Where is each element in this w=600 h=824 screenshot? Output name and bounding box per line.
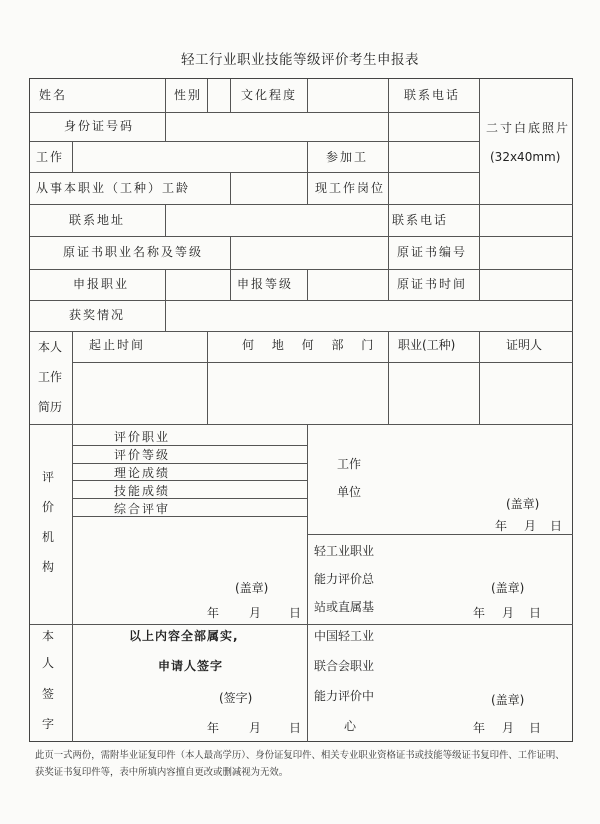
col-line xyxy=(479,269,480,300)
col-line xyxy=(230,172,231,204)
comprehensive-review-label: 综合评审 xyxy=(114,502,171,516)
truthfulness-statement: 以上内容全部属实, xyxy=(129,629,239,643)
eval-level-label: 评价等级 xyxy=(114,448,171,462)
row-line xyxy=(72,445,307,446)
row-line xyxy=(307,534,573,535)
col-line xyxy=(388,269,389,300)
col-line xyxy=(72,141,73,172)
eval-org-month: 月 xyxy=(249,606,262,620)
row-line xyxy=(30,331,573,332)
col-line xyxy=(165,204,166,236)
awards-label: 获奖情况 xyxy=(69,308,126,322)
col-line xyxy=(479,236,480,269)
col-line xyxy=(165,269,166,300)
federation-year: 年 xyxy=(473,721,486,735)
federation-seal: (盖章) xyxy=(491,693,525,707)
photo-area-label: 二寸白底照片 xyxy=(486,121,571,135)
row-line xyxy=(72,516,307,517)
col-line xyxy=(388,236,389,269)
current-post-label: 现工作岗位 xyxy=(315,181,386,195)
signature-side-label-4: 字 xyxy=(42,717,55,731)
col-line xyxy=(207,79,208,112)
eval-org-day: 日 xyxy=(289,606,302,620)
col-line xyxy=(307,141,308,204)
work-unit-month: 月 xyxy=(524,519,537,533)
skill-score-label: 技能成绩 xyxy=(114,484,171,498)
original-cert-time-label: 原证书时间 xyxy=(397,277,468,291)
signature-side-label-3: 签 xyxy=(42,687,55,701)
id-number-label: 身份证号码 xyxy=(64,119,135,133)
name-label: 姓名 xyxy=(39,88,68,102)
col-line xyxy=(388,141,389,172)
federation-day: 日 xyxy=(529,721,542,735)
row-line xyxy=(72,463,307,464)
col-line xyxy=(72,331,73,742)
col-line xyxy=(479,204,480,236)
gender-label: 性别 xyxy=(174,88,203,102)
signature-day: 日 xyxy=(289,721,302,735)
row-line xyxy=(30,172,479,173)
col-line xyxy=(207,331,208,424)
original-cert-name-label: 原证书职业名称及等级 xyxy=(63,245,204,259)
station-label-2: 能力评价总 xyxy=(314,572,375,586)
place-dept-header: 何 地 何 部 门 xyxy=(242,338,381,352)
education-label: 文化程度 xyxy=(241,88,298,102)
row-line xyxy=(30,300,573,301)
col-line xyxy=(307,424,308,742)
station-label-3: 站或直属基 xyxy=(314,600,375,614)
station-year: 年 xyxy=(473,606,486,620)
application-form-table xyxy=(29,78,573,742)
federation-label-1: 中国轻工业 xyxy=(314,629,375,643)
col-line xyxy=(307,269,308,300)
signature-side-label-2: 人 xyxy=(42,656,55,670)
contact-phone-label: 联系电话 xyxy=(392,213,449,227)
theory-score-label: 理论成绩 xyxy=(114,466,171,480)
col-line xyxy=(230,269,231,300)
eval-org-year: 年 xyxy=(207,606,220,620)
evaluation-side-label-1: 评 xyxy=(42,470,55,484)
federation-month: 月 xyxy=(502,721,515,735)
col-line xyxy=(165,79,166,112)
row-line xyxy=(72,480,307,481)
federation-label-4: 心 xyxy=(344,719,357,733)
attachment-footnote: 此页一式两份，需附毕业证复印件（本人最高学历）、身份证复印件、相关专业职业资格证书或技能等级证书复印件、工作证明、获奖证书复印件等，表中所填内容擅自更改或删减视为无效。 xyxy=(35,750,565,778)
signature-side-label-1: 本 xyxy=(42,629,55,643)
contact-address-label: 联系地址 xyxy=(69,213,126,227)
col-line xyxy=(388,204,389,236)
station-day: 日 xyxy=(529,606,542,620)
col-line xyxy=(388,331,389,424)
station-seal: (盖章) xyxy=(491,581,525,595)
signature-note: (签字) xyxy=(219,691,253,705)
work-unit-label-1: 工作 xyxy=(337,457,362,471)
original-cert-no-label: 原证书编号 xyxy=(397,245,468,259)
row-line xyxy=(30,236,573,237)
work-unit-year: 年 xyxy=(495,519,508,533)
col-line xyxy=(165,300,166,331)
col-line xyxy=(230,79,231,112)
row-line xyxy=(30,424,573,425)
apply-occupation-label: 申报职业 xyxy=(73,277,130,291)
form-title: 轻工行业职业技能等级评价考生申报表 xyxy=(181,52,419,68)
row-line xyxy=(30,624,573,625)
years-in-occupation-label: 从事本职业（工种）工龄 xyxy=(36,181,191,195)
row-line xyxy=(30,204,573,205)
col-line xyxy=(388,79,389,141)
work-label: 工作 xyxy=(36,150,65,164)
applicant-signature-label: 申请人签字 xyxy=(158,659,224,673)
row-line xyxy=(30,269,573,270)
apply-level-label: 申报等级 xyxy=(237,277,294,291)
signature-year: 年 xyxy=(207,721,220,735)
col-line xyxy=(165,112,166,141)
row-line xyxy=(72,498,307,499)
row-line xyxy=(72,362,573,363)
federation-label-3: 能力评价中 xyxy=(314,689,375,703)
join-work-label: 参加工 xyxy=(326,150,369,164)
col-line xyxy=(388,172,389,204)
col-line xyxy=(230,236,231,269)
resume-side-label-1: 本人 xyxy=(38,340,63,354)
eval-occupation-label: 评价职业 xyxy=(114,430,171,444)
station-month: 月 xyxy=(502,606,515,620)
occupation-header: 职业(工种) xyxy=(398,338,456,352)
eval-org-seal: (盖章) xyxy=(235,581,269,595)
row-line xyxy=(30,112,479,113)
evaluation-side-label-2: 价 xyxy=(42,500,55,514)
start-end-time-header: 起止时间 xyxy=(89,338,146,352)
evaluation-side-label-3: 机 xyxy=(42,530,55,544)
work-unit-day: 日 xyxy=(550,519,563,533)
col-line xyxy=(479,331,480,424)
signature-month: 月 xyxy=(249,721,262,735)
evaluation-side-label-4: 构 xyxy=(42,560,55,574)
station-label-1: 轻工业职业 xyxy=(314,544,375,558)
work-unit-seal: (盖章) xyxy=(506,497,540,511)
resume-side-label-2: 工作 xyxy=(38,370,63,384)
phone-label: 联系电话 xyxy=(404,88,461,102)
col-line xyxy=(307,79,308,112)
witness-header: 证明人 xyxy=(506,338,543,352)
row-line xyxy=(30,141,479,142)
work-unit-label-2: 单位 xyxy=(337,485,362,499)
resume-side-label-3: 简历 xyxy=(38,400,63,414)
federation-label-2: 联合会职业 xyxy=(314,659,375,673)
photo-size-label: (32x40mm) xyxy=(490,150,561,164)
